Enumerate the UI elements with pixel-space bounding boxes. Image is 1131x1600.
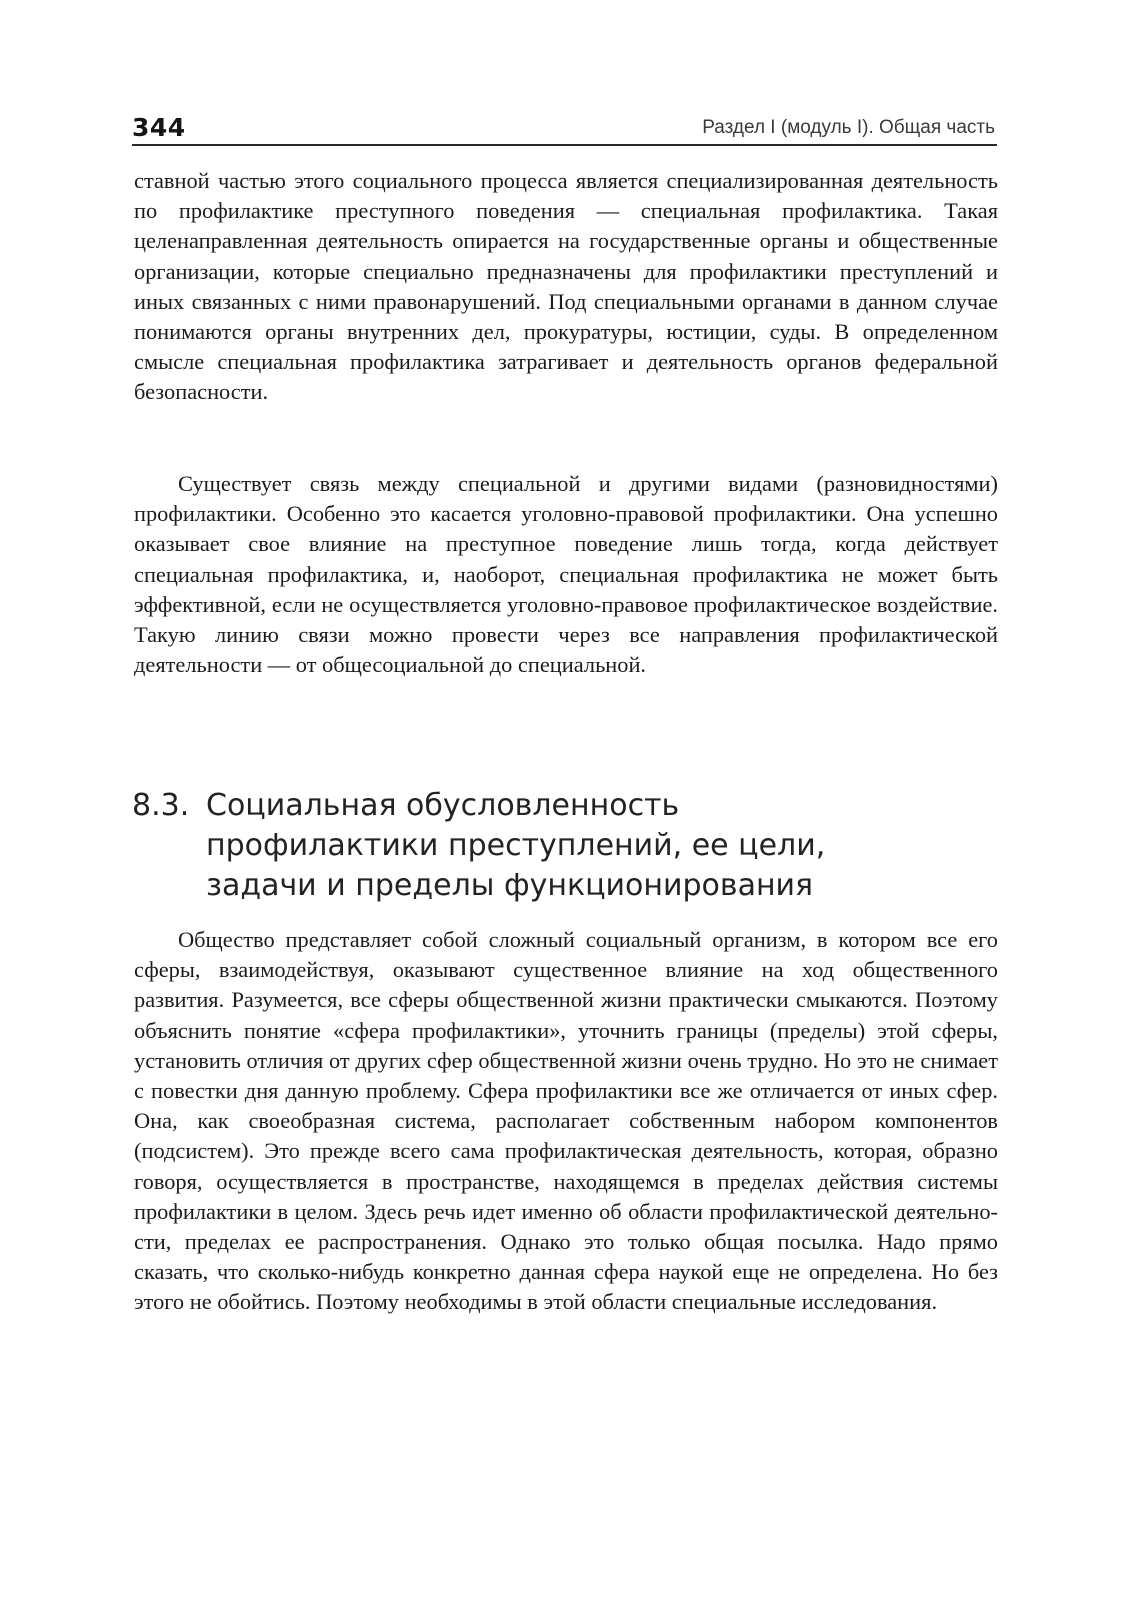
paragraph-continued: ставной частью этого социального процесса является специализированная деятельность по профилактике преступного поведения — специальная профилактика. Такая целенаправленная деятельность опирается на государственные органы и общественные организации, которые специально предназначены для профилактики преступлений и иных связанных с ними правонарушений. Под специальными органами в данном случае понимаются органы внутренних дел, прокуратуры, юстиции, суды. В определенном смысле специальная профилактика затрагивает и деятельность органов федеральной безопасности. <box>134 168 998 405</box>
paragraph: Существует связь между специальной и другими видами (разновидностями) профилактики. Особенно это касается уголовно-правовой профилактики. Она успешно оказывает свое влияние на преступное поведение лишь тогда, когда действует специальная профилактика, и, наоборот, специальная профилактика не может быть эффективной, если не осуществляется уголовно-правовое профилактическое воздействие. Такую линию связи можно провести через все направления профилактической деятельности — от общесоциальной до специальной. <box>134 471 998 678</box>
running-header-section: Раздел I (модуль I). Общая часть <box>702 117 995 138</box>
heading-line-1 <box>132 786 998 826</box>
running-header <box>132 110 997 146</box>
page-number: 344 <box>132 113 186 142</box>
paragraph: Общество представляет собой сложный социальный организм, в котором все его сферы, взаимодействуя, оказывают существенное влияние на ход общественного развития. Разумеется, все сферы общественной жизни практически смыкаются. Поэтому объяснить понятие «сфера профилактики», уточнить границы (пределы) этой сферы, установить отличия от других сфер общественной жизни очень трудно. Но это не снимает с повестки дня данную проблему. Сфера профилактики все же отличается от иных сфер. Она, как своеобразная система, располагает собственным набором компонентов (подсистем). Это прежде всего сама профилактическая деятельность, которая, образно говоря, осуществляется в пространстве, находящемся в пределах действия системы профилактики в целом. Здесь речь идет именно об области профилактической деятельности, пределах ее распространения. Однако это только общая посылка. Надо прямо сказать, что сколько-нибудь конкретно данная сфера наукой еще не определена. Но без этого не обойтись. Поэтому необходимы в этой области специальные исследования. <box>134 927 998 1315</box>
heading-line-3: задачи и пределы функционирования <box>206 868 814 903</box>
heading-number: 8.3. <box>132 788 190 823</box>
section-heading <box>132 786 998 906</box>
heading-text-1: Социальная обусловленность <box>206 788 680 823</box>
heading-line-2: профилактики преступлений, ее цели, <box>206 828 826 863</box>
